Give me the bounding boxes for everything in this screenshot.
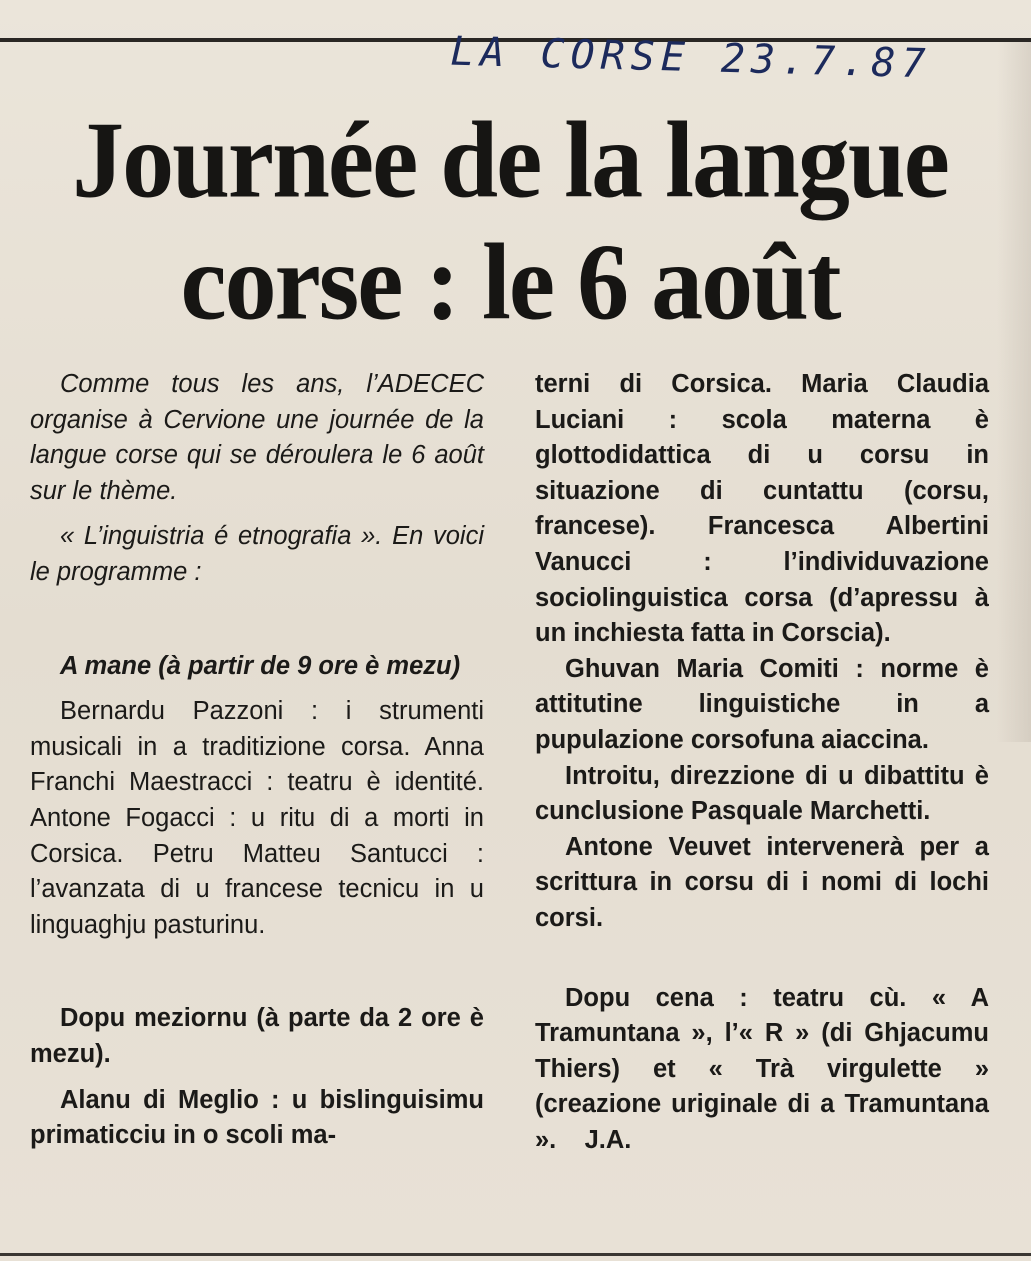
- morning-section-title: A mane (à partir de 9 ore è mezu): [60, 651, 461, 680]
- conclusion-paragraph: Introitu, direzzione di u dibattitu è cunclusione Pasquale Marchetti.: [535, 761, 989, 826]
- headline-line-1: Journée de la langue: [72, 100, 948, 221]
- intro-paragraph-1: Comme tous les ans, l’ADECEC organise à Cervione une journée de la langue corse qui se déroulera le 6 août sur le thème.: [30, 370, 484, 505]
- article-column-left: [30, 367, 484, 1154]
- article-column-right: [535, 367, 989, 1158]
- handwritten-source-note: LA CORSE 23.7.87: [449, 28, 933, 88]
- afternoon-continuation: terni di Corsica. Maria Claudia Luciani : scola materna è glottodidattica di u corsu in situazione di cuntattu (corsu, francese). Francesca Albertini Vanucci : l’individuvazione sociolinguistica corsa (d’apressu à un inchiesta fatta in Corscia).: [535, 370, 989, 648]
- evening-text: Dopu cena : teatru cù. « A Tramuntana », l’« R » (di Ghjacumu Thiers) et « Trà virgulette » (creazione uriginale di a Tramuntana ».: [535, 983, 989, 1154]
- intro-paragraph-2: « L’inguistria é etnografia ». En voici le programme :: [30, 522, 484, 586]
- afternoon-section-body: Alanu di Meglio : u bislinguisimu primaticciu in o scoli ma-: [30, 1085, 484, 1150]
- afternoon-section-title: Dopu meziornu (à parte da 2 ore è mezu).: [30, 1004, 484, 1068]
- article-headline: [40, 100, 980, 344]
- headline-line-2: corse : le 6 août: [180, 221, 840, 343]
- veuvet-paragraph: Antone Veuvet intervenerà per a scrittura in corsu di i nomi di lochi corsi.: [535, 832, 989, 932]
- morning-section-body: Bernardu Pazzoni : i strumenti musicali in a traditizione corsa. Anna Franchi Maestracci : teatru è identité. Antone Fogacci : u ritu di a morti in Corsica. Petru Matteu Santucci : l’avanzata di u francese tecnicu in u linguaghju pasturinu.: [30, 697, 484, 939]
- evening-paragraph: [535, 981, 989, 1159]
- page-edge-shadow: [997, 42, 1031, 742]
- comiti-paragraph: Ghuvan Maria Comiti : norme è attitutine linguistiche in a pupulazione corsofuna aiaccina.: [535, 654, 989, 754]
- bottom-rule: [0, 1253, 1031, 1256]
- author-signature: J.A.: [584, 1125, 632, 1154]
